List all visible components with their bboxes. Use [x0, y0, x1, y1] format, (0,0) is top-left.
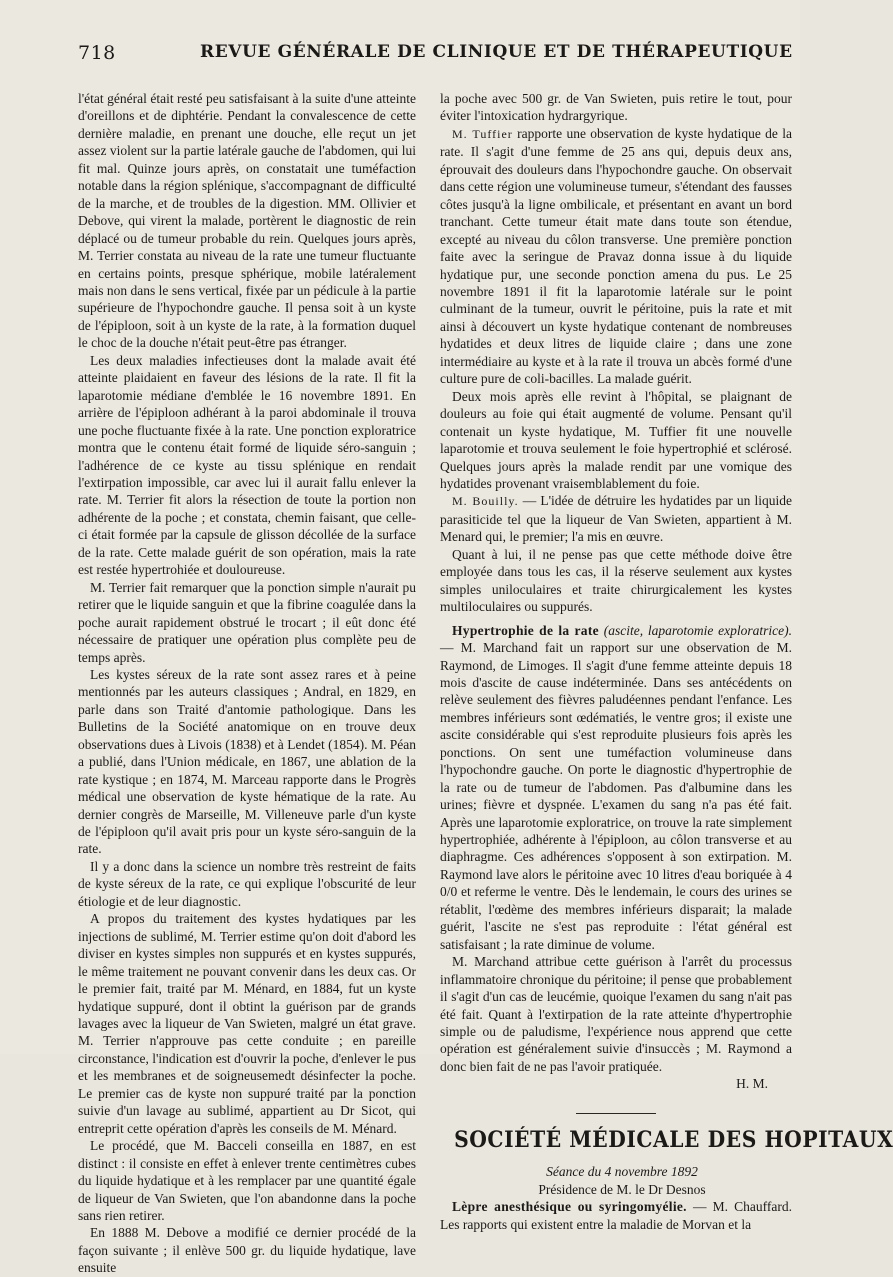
speaker-name: M. Tuffier	[452, 126, 513, 141]
right-column	[440, 90, 893, 1232]
page-header	[78, 42, 793, 72]
paragraph: M. Marchand attribue cette guérison à l'arrêt du processus inflammatoire chronique du péritoine; il pense que probablement il s'agit d'un cas de leucémie, quoique l'examen du sang n'ait pas été fait. Quant à l'extirpation de la rate atteinte d'hypertrophie simple ou de paludisme, l'expérience nous apprend que cette opération est généralement suivie d'insuccès ; M. Raymond a donc bien fait de ne pas l'avoir pratiquée.	[440, 954, 792, 1074]
paragraph: Deux mois après elle revint à l'hôpital, se plaignant de douleurs au foie qui était augmenté de volume. Pensant qu'il contenait un kyste hydatique, M. Tuffier fit une nouvelle laparotomie et trouva seulement le foie hypertrophié et sclérosé. Quelques jours après la malade rendit par une vomique des hydatides provenant vraisemblablement du foie.	[440, 388, 792, 491]
section-subtitle: (ascite, laparotomie exploratrice).	[598, 622, 792, 638]
paragraph	[440, 492, 792, 545]
page-number: 718	[78, 42, 116, 64]
paragraph: Les kystes séreux de la rate sont assez rares et à peine mentionnés par les auteurs classiques ; Andral, en 1829, en parle dans son Traité d'antomie pathologique. Dans les Bulletins de la Société anatomique on en trouve deux observations dues à Livois (1838) et à Lendet (1854). M. Péan a publié, dans l'Union médicale, en 1867, une ablation de la rate kystique ; en 1874, M. Marceau rapporte dans le Progrès médical une observation de kyste hématique de la rate. Au dernier congrès de Marseille, M. Villeneuve parle d'un kyste de l'épiploon qu'il avait pris pour un kyste séro-sanguin de la rate.	[78, 666, 416, 857]
session-date	[440, 1163, 792, 1180]
divider	[576, 1113, 656, 1114]
signature: H. M.	[736, 1076, 768, 1092]
paragraph: A propos du traitement des kystes hydatiques par les injections de sublimé, M. Terrier estime qu'on doit d'abord les diviser en kystes simples non suppurés et en kystes suppurés, le même traitement ne pouvant convenir dans les deux cas. Or le premier fait, traité par M. Ménard, en 1884, fut un kyste hydatique suppuré, dont il obtint la guérison par de grands lavages avec la liqueur de Van Swieten, malgré un état grave. M. Terrier n'approuve pas cette conduite ; en pareille circonstance, l'indication est d'ouvrir la poche, d'enlever le pus et les membranes et de soigneusemedt désinfecter la poche. Le premier cas de kyste non suppuré traité par la ponction suivie d'un lavage au sublimé, appartient au Dr Sicot, qui entreprit cette opération d'après les conseils de M. Ménard.	[78, 911, 416, 1136]
society-title: SOCIÉTÉ MÉDICALE DES HOPITAUX	[454, 1126, 893, 1153]
speaker-name: M. Bouilly.	[452, 494, 519, 509]
presidency: Présidence de M. le Dr Desnos	[538, 1181, 706, 1197]
paragraph: Il y a donc dans la science un nombre très restreint de faits de kyste séreux de la rate, ce qui explique l'obscurité de leur étiologie et de leur diagnostic.	[78, 858, 416, 909]
paragraph	[440, 125, 792, 388]
section-lead: Lèpre anesthésique ou syringomyélie.	[452, 1199, 687, 1215]
paragraph: Les deux maladies infectieuses dont la malade avait été atteinte plaidaient en faveur des lésions de la rate. Il fit la laparotomie médiane d'emblée le 16 novembre 1891. En arrière de l'épiploon adhérant à la paroi abdominale il trouva une poche fluctuante fixée à la rate. Une ponction exploratrice montra que le contenu était formé de liquide séro-sanguin ; l'adhérence de ce kyste au tissu splénique en rendait l'extirpation impossible, car avec lui il aurait fallu enlever la rate. M. Terrier fit alors la résection de toute la portion non adhérente de la poche ; et constata, chemin faisant, que celle-ci était formée par la capsule de glisson décollée de la surface de la rate. Cette malade guérit de son opération, mais la rate est restée hypertrohiée et douloureuse.	[78, 352, 416, 578]
section-lead: Hypertrophie de la rate	[452, 622, 599, 638]
paragraph: l'état général était resté peu satisfaisant à la suite d'une atteinte d'oreillons et de diphtérie. Pendant la convalescence de cette dernière maladie, en prenant une douche, elle reçut un jet assez violent sur la partie latérale gauche de l'abdomen, qui lui fit mal. Quinze jours après, on constatait une tuméfaction notable dans la région splénique, s'accompagnant de difficulté de la marche, et de troubles de la digestion. MM. Ollivier et Debove, qui virent la malade, portèrent le diagnostic de rein déplacé ou de tumeur probable du rein. Quelques jours après, M. Terrier constata au niveau de la rate une tumeur fluctuante en certains points, presque sphérique, mobile latéralement mais non dans le sens vertical, fixée par un pédicule à la partie supérieure de l'hypochondre gauche. Il pensa soit à un kyste de l'épiploon, soit à un kyste de la rate, à la formation duquel le choc de la douche n'était peut-être pas étranger.	[78, 91, 416, 351]
paragraph: la poche avec 500 gr. de Van Swieten, puis retire le tout, pour éviter l'intoxication hydrargyrique.	[440, 91, 792, 124]
paragraph	[440, 622, 792, 954]
running-title: REVUE GÉNÉRALE DE CLINIQUE ET DE THÉRAPEUTIQUE	[200, 42, 793, 62]
paragraph: En 1888 M. Debove a modifié ce dernier procédé de la façon suivante ; il enlève 500 gr. du liquide hydatique, lave ensuite	[78, 1225, 416, 1276]
paragraph-text: — L'idée de détruire les hydatides par un liquide parasiticide tel que la liqueur de Van Swieten, appartient à M. Menard qui, le premier; l'a mis en œuvre.	[440, 493, 792, 545]
session-date-text: Séance du 4 novembre 1892	[546, 1164, 698, 1180]
paragraph-text: — M. Marchand fait un rapport sur une observation de M. Raymond, de Limoges. Il s'agit d'une femme atteinte depuis 18 mois d'ascite de cause indéterminée. Dans ses antécédents on relève seulement des fièvres paludéennes pendant l'enfance. Les membres inférieurs sont œdématiés, le ventre gros; il existe une ascite considérable qui s'est reproduite plusieurs fois après les ponctions. On sent une tuméfaction volumineuse dans l'hypochondre gauche. On porte le diagnostic d'hypertrophie de la rate ou de tumeur de l'abdomen. Pas d'albumine dans les urines; fièvre et dyspnée. L'examen du sang n'a pas été fait. Après une laparotomie exploratrice, on trouve la rate simplement hypertrophiée, adhérente à l'épiploon, au côlon transverse et au diaphragme. Ces adhérences s'opposent à son extirpation. M. Raymond lave alors le péritoine avec 10 litres d'eau boriquée à 4 0/0 et referme le ventre. Dès le lendemain, le cours des urines se rétablit, l'œdème des membres inférieurs disparait; la malade guérit, l'ascite ne s'est pas reproduite : l'état général est satisfaisant ; la rate diminue de volume.	[440, 640, 792, 952]
paragraph-text: — M. Chauffard. Les rapports qui existent entre la maladie de Morvan et la	[440, 1199, 792, 1232]
left-column	[78, 90, 416, 1276]
paragraph-text: rapporte une observation de kyste hydatique de la rate. Il s'agit d'une femme de 25 ans qui, depuis deux ans, éprouvait des douleurs dans l'hypochondre gauche. On observait dans cette région une volumineuse tumeur, s'étendant des fausses côtes jusqu'à la ligne ombilicale, et présentant en avant un bord tranchant. Cette tumeur était mate dans toute son étendue, excepté au niveau du côlon transverse. Une première ponction faite avec la seringue de Pravaz donna issue à du liquide hydatique pur, une seconde ponction amena du pus. Le 25 novembre 1891 il fit la laparotomie latérale sur le point culminant de la tumeur, ouvrit le péritoine, puis la rate et mit ainsi à découvert un kyste hydatique contenant de nombreuses hydatides et deux litres de liquide claire ; dans une zone intermédiaire au kyste et à la rate il trouva un abcès formé d'une culture pure de coli-bacilles. La malade guérit.	[440, 125, 792, 387]
paragraph: Quant à lui, il ne pense pas que cette méthode doive être employée dans tous les cas, il la réserve seulement aux kystes simples uniloculaires et traite chirurgicalement les kystes multiloculaires ou suppurés.	[440, 546, 792, 615]
paragraph: M. Terrier fait remarquer que la ponction simple n'aurait pu retirer que le liquide sanguin et que la fibrine coagulée dans la poche aurait rapidement obstrué le trocart ; il eût donc été nécessaire de pratiquer une opération plus complète peu de temps après.	[78, 579, 416, 665]
paragraph	[440, 1198, 792, 1233]
paragraph: Le procédé, que M. Bacceli conseilla en 1887, en est distinct : il consiste en effet à enlever trente centimètres cubes du liquide hydatique et à les remplacer par une quantité égale de liqueur de Van Swieten, que l'on abandonne dans la poche sans rien retirer.	[78, 1138, 416, 1223]
